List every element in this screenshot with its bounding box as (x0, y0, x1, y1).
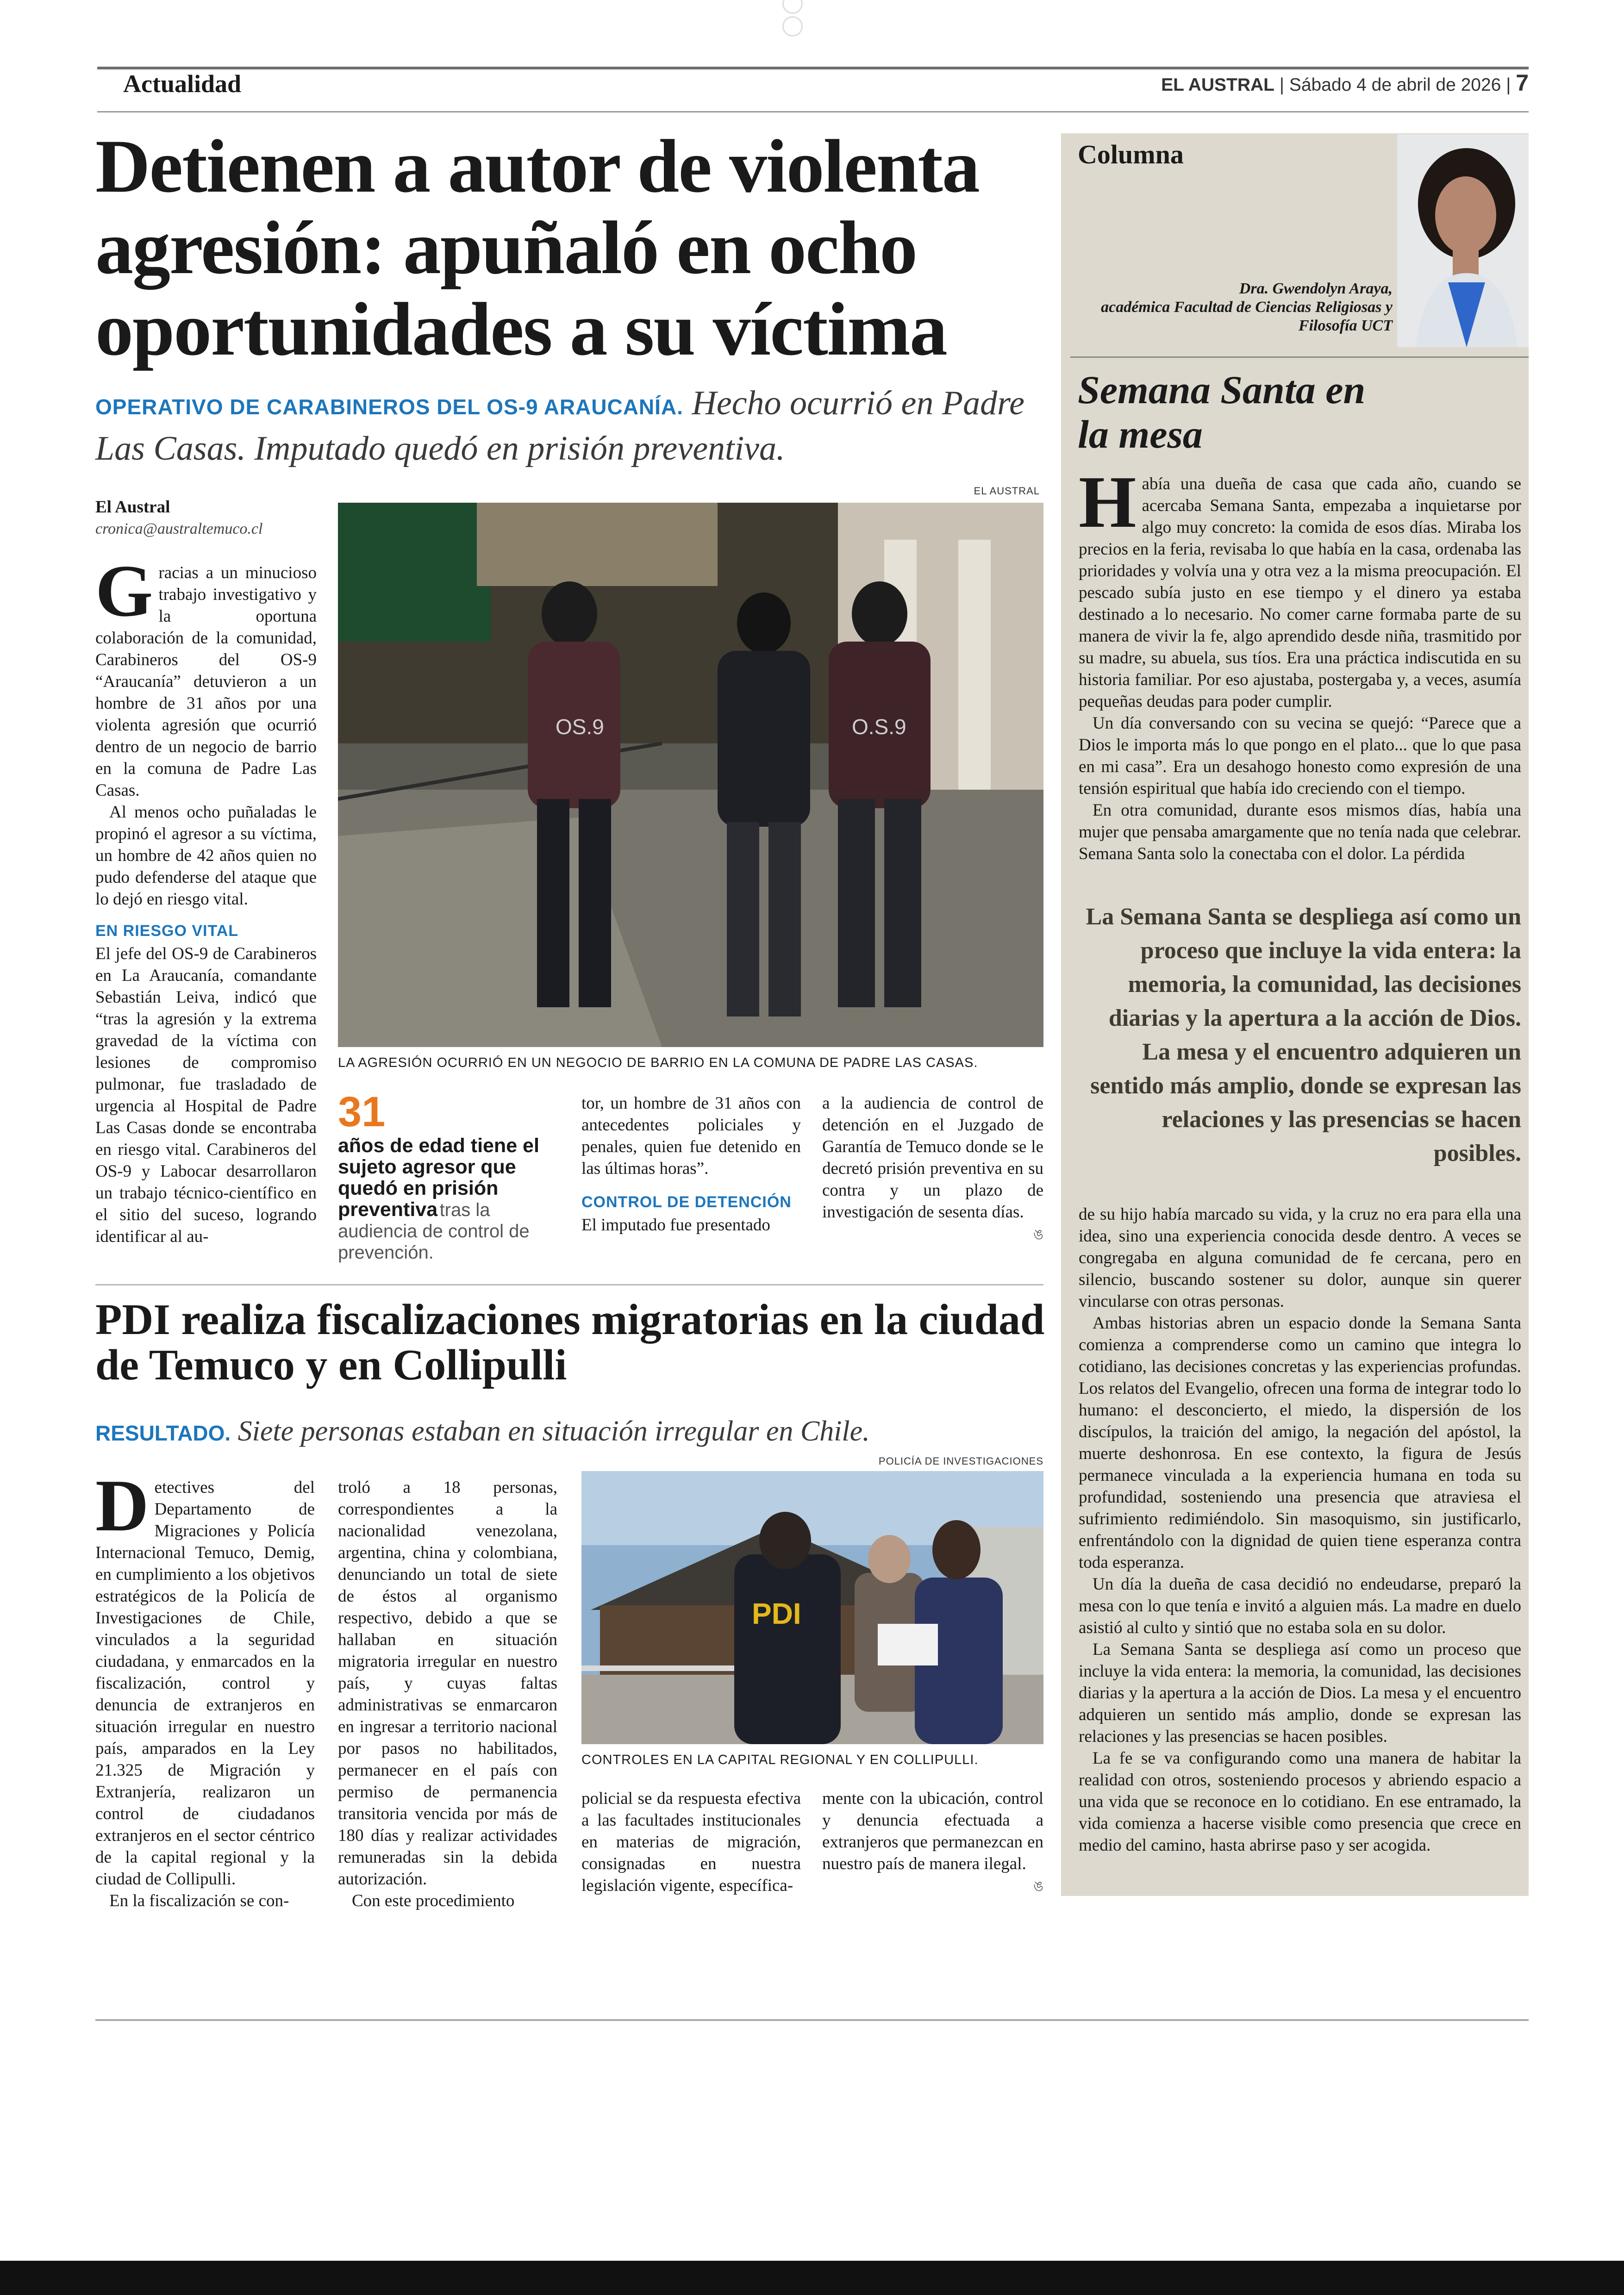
column-paragraph: Ambas historias abren un espacio donde la Semana Santa comienza a comprenderse como un camino que integra lo cotidiano, las decisiones concretas y las experiencias profundas. Los relatos del Evangelio, ofrecen una forma de integrar todo lo humano: el desconcierto, el miedo, la dispersión de los discípulos, la traición del amigo, la negación del apóstol, la muerte deshonrosa. En ese contexto, la figura de Jesús permanece vinculada a la experiencia humana en toda su profundidad, sosteniendo una presencia que atraviesa el sufrimiento redimiéndolo. Sin masoquismo, sin justificarlo, enfrentándolo con la dignidad de quien tiene esperanza contra toda esperanza. (1079, 1314, 1521, 1572)
article-divider (95, 1284, 1043, 1285)
author-portrait (1397, 134, 1529, 347)
page-indicator-dots (782, 0, 838, 14)
article2-kicker-label: RESULTADO. (95, 1421, 231, 1445)
article2-column-1 (95, 1464, 315, 1912)
article2-dropcap: D (95, 1464, 149, 1547)
column-label: Columna (1078, 139, 1184, 169)
article1-photo[interactable] (338, 503, 1043, 1047)
article2-photo-illustration (581, 1471, 1043, 1744)
article1-paragraph: a la audiencia de control de detención en el Juzgado de Garantía de Temuco donde se le decretó prisión preventiva en su contra y un plazo de investigación de sesenta días. (822, 1094, 1043, 1222)
article2-kicker-text: Siete personas estaban en situación irregular en Chile. (237, 1416, 870, 1447)
article2-column-4 (822, 1788, 1043, 1897)
issue-date: Sábado 4 de abril de 2026 (1289, 75, 1501, 95)
article1-paragraph: tor, un hombre de 31 años con antecedentes policiales y penales, quien fue detenido en las últimas horas”. (581, 1094, 801, 1178)
column-paragraph: En otra comunidad, durante esos mismos días, había una mujer que pensaba amargamente que no tenía nada que celebrar. Semana Santa solo la conectaba con el dolor. La pérdida (1079, 801, 1521, 863)
article2-paragraph: En la fiscalización se con- (109, 1891, 289, 1910)
photo-vest-label: O.S.9 (852, 715, 906, 739)
column-paragraph: Un día conversando con su vecina se quejó: “Parece que a Dios le importa más lo que pongo en el plato... que lo que pasa en mi casa”. Era un desahogo honesto como expresión de una tensión espiritual que había ido creciendo con el tiempo. (1079, 714, 1521, 798)
article2-photo-credit: POLICÍA DE INVESTIGACIONES (878, 1455, 1043, 1467)
column-paragraph: La fe se va configurando como una manera de habitar la realidad con otros, sosteniendo procesos y abriendo espacio a una vida que se reconoce en lo cotidiano. En ese entramado, la vida comienza a hacerse visible como presencia que crece en medio del camino, hasta abrirse paso y ser acogida. (1079, 1749, 1521, 1855)
highlight-text: años de edad tiene el sujeto agresor que quedó en prisión preventiva (338, 1135, 539, 1221)
article2-headline: PDI realiza fiscalizaciones migratorias en la ciudad de Temuco y en Collipulli (95, 1296, 1045, 1389)
column-title: Semana Santa en la mesa (1078, 368, 1366, 456)
section-label: Actualidad (123, 70, 242, 98)
article1-kicker (95, 382, 1049, 469)
article1-email[interactable]: cronica@australtemuco.cl (95, 520, 263, 537)
end-mark: ঙ (1033, 1879, 1043, 1894)
column-text-bottom (1079, 1204, 1521, 1856)
article2-paragraph: troló a 18 personas, correspondientes a la nacionalidad venezolana, argentina, china y colombiana, denunciando un total de siete de éstos al organismo respectivo, debido a que se hallaban en situación migratoria irregular en nuestro país, y cuyas faltas administrativas se enmarcaron en ingresar a territorio nacional por pasos no habilitados, permanecer en el país con permiso de permanencia transitoria vencida por más de 180 días y realizar actividades remuneradas sin la debida autorización. (338, 1478, 557, 1889)
article2-kicker (95, 1413, 1068, 1452)
article1-photo-credit: EL AUSTRAL (974, 485, 1040, 497)
column-text-top (1079, 461, 1521, 865)
article1-subhead-riesgo: EN RIESGO VITAL (95, 922, 239, 940)
highlight-rest: tras la audiencia de control de prevención. (338, 1200, 530, 1263)
article2-column-3 (581, 1788, 801, 1896)
article1-kicker-label: OPERATIVO DE CARABINEROS DEL OS-9 ARAUCANÍA. (95, 395, 683, 419)
article1-byline: El Austral (95, 498, 170, 517)
article1-photo-illustration (338, 503, 1043, 1047)
article2-paragraph: mente con la ubicación, control y denuncia efectuada a extranjeros que permanezcan en nuestro país de manera ilegal. (822, 1789, 1043, 1873)
photo-vest-label: OS.9 (556, 715, 604, 739)
article2-paragraph: policial se da respuesta efectiva a las facultades institucionales en materias de migración, consignadas en nuestra legislación vigente, específica- (581, 1789, 801, 1895)
article1-column-4 (822, 1092, 1043, 1246)
article1-paragraph: racias a un minucioso trabajo investigativo y la oportuna colaboración de la comunidad, Carabineros del OS-9 “Araucanía” detuvieron a un hombre de 31 años por una violenta agresión que ocurrió dentro de un negocio de barrio en la comuna de Padre Las Casas. (95, 563, 317, 800)
article1-column-3 (581, 1092, 801, 1236)
article2-paragraph: etectives del Departamento de Migraciones y Policía Internacional Temuco, Demig, en cumplimiento a los objetivos estratégicos de la Policía de Investigaciones de Chile, vinculados a la seguridad ciudadana, y enmarcados en la fiscalización, control y denuncia de extranjeros en situación irregular en nuestro país, amparados en la Ley 21.325 de Migración y Extranjería, realizaron un control de ciudadanos extranjeros en el sector céntrico de la capital regional y la ciudad de Collipulli. (95, 1478, 315, 1889)
column-dropcap: H (1079, 461, 1137, 543)
author-role: académica Facultad de Ciencias Religiosas y Filosofía UCT (1101, 299, 1393, 334)
article1-dropcap: G (95, 549, 153, 632)
column-divider (1070, 356, 1529, 358)
column-paragraph: de su hijo había marcado su vida, y la cruz no era para ella una idea, sino una experiencia conocida desde dentro. A veces se congregaba en alguna comunidad de fe cercana, pero en silencio, buscando sostener su dolor, aunque sin querer vincularse con otras personas. (1079, 1205, 1521, 1311)
page-bottom-rule (95, 2019, 1529, 2021)
author-photo (1397, 134, 1529, 347)
paper-name: EL AUSTRAL (1161, 75, 1275, 95)
article1-photo-caption: LA AGRESIÓN OCURRIÓ EN UN NEGOCIO DE BARRIO EN LA COMUNA DE PADRE LAS CASAS. (338, 1055, 978, 1070)
column-paragraph: Un día la dueña de casa decidió no endeudarse, preparó la mesa con lo que tenía e invitó a alguien más. La madre en duelo asistió al culto y sintió que no estaba sola en su dolor. (1079, 1575, 1521, 1637)
article2-photo[interactable] (581, 1471, 1043, 1744)
column-paragraph: La Semana Santa se despliega así como un proceso que incluye la vida entera: la memoria, la comunidad, las decisiones diarias y la apertura a la acción de Dios. La mesa y el encuentro adquieren un sentido más amplio, donde se expresan las relaciones y las presencias se hacen posibles. (1079, 1640, 1521, 1746)
article2-photo-caption: CONTROLES EN LA CAPITAL REGIONAL Y EN COLLIPULLI. (581, 1752, 979, 1767)
column-author (1088, 280, 1393, 335)
article1-headline: Detienen a autor de violenta agresión: apuñaló en ocho oportunidades a su víctima (95, 125, 979, 371)
article1-paragraph: El jefe del OS-9 de Carabineros en La Araucanía, comandante Sebastián Leiva, indicó que “tras la agresión y la extrema gravedad de la víctima con lesiones de compromiso pulmonar, fue trasladado de urgencia al Hospital de Padre Las Casas donde se encontraba en riesgo vital. Carabineros del OS-9 y Labocar desarrollaron un trabajo técnico-científico en el sitio del suceso, logrando identificar al au- (95, 944, 317, 1246)
article1-kicker-text: Hecho ocurrió en Padre Las Casas. Imputado quedó en prisión preventiva. (95, 384, 1024, 468)
article2-column-2 (338, 1477, 557, 1912)
masthead: EL AUSTRAL | Sábado 4 de abril de 2026 | 7 (1161, 70, 1529, 96)
author-name: Dra. Gwendolyn Araya, (1239, 280, 1393, 297)
column-pull-quote: La Semana Santa se despliega así como un proceso que incluye la vida entera: la memoria, la comunidad, las decisiones diarias y la apertura a la acción de Dios. La mesa y el encuentro adquieren un sentido más amplio, donde se expresan las relaciones y las presencias se hacen posibles. (1086, 904, 1521, 1166)
article1-column-1 (95, 549, 317, 1247)
bottom-bar (0, 2261, 1624, 2295)
highlight-number: 31 (338, 1088, 386, 1135)
article1-paragraph: El imputado fue presentado (581, 1216, 770, 1235)
article2-paragraph: Con este procedimiento (352, 1891, 515, 1910)
article1-subhead-control: CONTROL DE DETENCIÓN (581, 1193, 792, 1211)
article1-highlight (338, 1089, 556, 1263)
header-rule-bottom (97, 111, 1529, 112)
column-paragraph: abía una dueña de casa que cada año, cuando se acercaba Semana Santa, empezaba a inquietarse por algo muy concreto: la comida de esos días. Miraba los precios en la feria, revisaba lo que había en la casa, ordenaba las prioridades y volvía una y otra vez a la misma preocupación. El pescado subía justo en ese tiempo y el dinero ya estaba destinado a lo necesario. No comer carne formaba parte de su manera de vivir la fe, algo aprendido desde niña, trasmitido por su madre, su abuela, sus tíos. Era una práctica indiscutida en su historia familiar. Por eso ajustaba, postergaba y, a veces, asumía pequeñas deudas para poder cumplir. (1079, 474, 1521, 711)
article1-paragraph: Al menos ocho puñaladas le propinó el agresor a su víctima, un hombre de 42 años quien no pudo defenderse del ataque que lo dejó en riesgo vital. (95, 803, 317, 909)
page-number: 7 (1516, 70, 1529, 96)
photo-vest-label: PDI (752, 1597, 801, 1630)
end-mark: ঙ (1033, 1227, 1043, 1242)
